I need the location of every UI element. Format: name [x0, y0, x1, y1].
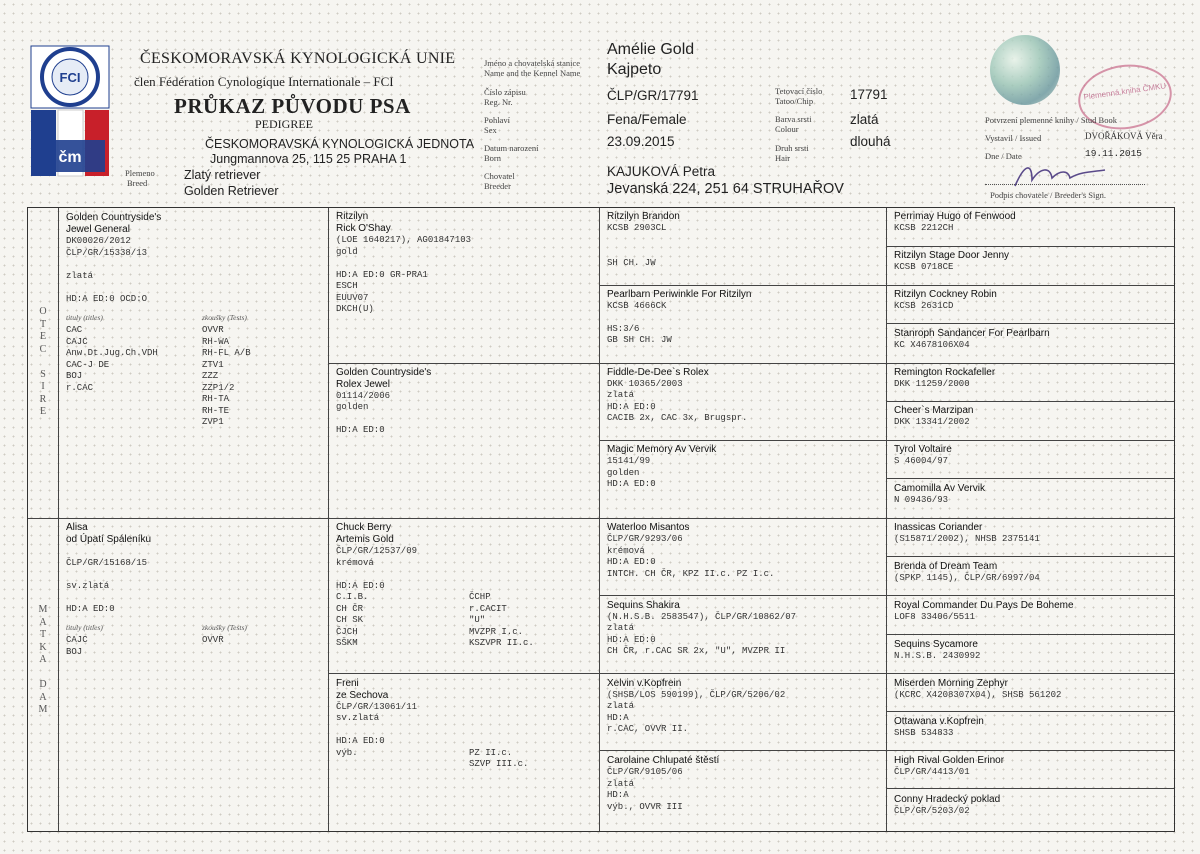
pedigree-line: [607, 312, 882, 324]
issued-date: 19.11.2015: [1085, 148, 1143, 159]
pedigree-line: HD:A: [607, 790, 629, 801]
sire-cell: [66, 212, 324, 514]
breed-label-en: Breed: [127, 178, 148, 188]
gen3-cell: [607, 367, 882, 440]
pedigree-line: ČLP/GR/5203/02: [894, 806, 970, 817]
gen4-cell: [894, 600, 1169, 634]
org-name: ČESKOMORAVSKÁ KYNOLOGICKÁ UNIE: [140, 50, 456, 67]
pedigree-line: KCSB 2212CH: [894, 223, 954, 233]
pedigree-line: [66, 546, 324, 558]
pedigree-line: Anw.Dt.Jug.Ch.VDH: [66, 348, 158, 358]
side-letter: K: [39, 641, 47, 653]
ancestor-name: Freni: [336, 677, 359, 689]
ancestor-name: Magic Memory Av Vervik: [607, 444, 717, 456]
gen4-cell: [894, 211, 1169, 245]
pedigree-line: [469, 546, 534, 558]
pedigree-line: KCSB 0718CE: [894, 261, 954, 272]
pedigree-line: HS:3/6: [607, 323, 640, 334]
pedigree-line: "U": [469, 615, 486, 625]
pedigree-line: HD:A ED:0 OCD:O: [66, 293, 148, 304]
pedigree-line: výb., OVVR III: [607, 801, 683, 812]
pedigree-line: HD:A: [607, 712, 629, 723]
gen4-cell: [894, 483, 1169, 517]
pedigree-line: ZZP1/2: [202, 382, 235, 393]
pedigree-line: S 46004/97: [894, 456, 949, 467]
ancestor-name: Tyrol Voltaire: [894, 444, 952, 456]
dam-name-2: od Úpatí Spáleníku: [66, 534, 152, 545]
pedigree-line: KCSB 4666CK: [607, 300, 667, 311]
pedigree-line: SHSB 534833: [894, 728, 954, 739]
pedigree-line: výb.: [336, 747, 358, 758]
pedigree-line: MVZPR I.c.: [469, 626, 524, 637]
dog-colour: zlatá: [850, 112, 879, 127]
svg-text:čm: čm: [58, 149, 82, 166]
pedigree-line: ZVP1: [202, 417, 224, 427]
pedigree-line: HD:A ED:0 GR-PRA1: [336, 269, 428, 280]
ancestor-name: Camomilla Av Vervik: [894, 483, 985, 495]
pedigree-line: HD:A ED:0: [607, 557, 656, 567]
breeder-label-cz: Chovatel: [484, 171, 515, 181]
date-label: Dne / Date: [985, 151, 1022, 161]
gen2-cell: [336, 211, 594, 362]
pedigree-line: r.CAC: [66, 382, 94, 393]
pedigree-line: [469, 702, 528, 714]
pedigree-line: zlatá: [607, 778, 635, 789]
pedigree-line: CAC-J DE: [66, 359, 110, 370]
ancestor-name: Miserden Morning Zephyr: [894, 677, 1008, 689]
ancestor-name-2: Rolex Jewel: [336, 378, 390, 390]
pedigree-line: HD:A ED:0: [607, 479, 656, 490]
pedigree-line: gold: [336, 246, 358, 257]
club-name: ČESKOMORAVSKÁ KYNOLOGICKÁ JEDNOTA: [205, 137, 475, 151]
side-letter: O: [39, 306, 47, 317]
pedigree-line: ČLP/GR/9293/06: [607, 534, 683, 544]
ancestor-name: Pearlbarn Periwinkle For Ritzilyn: [607, 288, 752, 300]
pedigree-line: HD:A ED:0: [336, 425, 385, 435]
pedigree-line: ČLP/GR/13061/11: [336, 701, 418, 712]
hair-label-cz: Druh srsti: [775, 143, 809, 153]
pedigree-line: ZZZ: [202, 371, 219, 381]
org-membership: člen Fédération Cynologique Internationale – FCI: [134, 74, 394, 89]
pedigree-line: ESCH: [336, 281, 358, 291]
pedigree-line: [469, 558, 534, 570]
dog-born: 23.09.2015: [607, 134, 675, 149]
gen4-cell: [894, 755, 1169, 789]
gen4-cell: [894, 367, 1169, 401]
pedigree-line: [607, 235, 882, 247]
gen4-cell: [894, 328, 1169, 362]
sign-label: Podpis chovatele / Breeder's Sign.: [990, 190, 1107, 200]
side-letter: I: [41, 381, 45, 392]
pedigree-line: ZTV1: [202, 359, 224, 370]
breeder-address: Jevanská 224, 251 64 STRUHAŘOV: [607, 181, 844, 197]
ancestor-name: Golden Countryside's: [336, 366, 432, 378]
pedigree-line: ČJCH: [336, 626, 358, 637]
breeder-label-en: Breeder: [484, 181, 511, 191]
gen4-cell: [894, 678, 1169, 712]
pedigree-line: krémová: [607, 545, 645, 556]
gen4-cell: [894, 561, 1169, 595]
pedigree-line: DK00026/2012: [66, 236, 131, 246]
ancestor-name: Inassicas Coriander: [894, 522, 983, 533]
sire-titles-label: tituly (titles): [66, 313, 103, 322]
pedigree-line: CACIB 2x, CAC 3x, Brugspr.: [607, 413, 748, 423]
pedigree-line: OVVR: [202, 325, 224, 335]
gen2-cell: [336, 678, 594, 829]
pedigree-line: RH-TA: [202, 394, 230, 404]
tattoo-label-cz: Tetovací číslo: [775, 86, 823, 96]
pedigree-line: KC X4678106X04: [894, 339, 970, 350]
gen2-cell: [336, 367, 594, 518]
pedigree-line: GB SH CH. JW: [607, 335, 672, 346]
breed-en: Golden Retriever: [184, 184, 279, 198]
side-letter: D: [39, 679, 47, 690]
pedigree-line: [336, 725, 594, 737]
name-label-en: Name and the Kennel Name: [484, 68, 581, 78]
gen4-cell: [894, 250, 1169, 284]
studbook-stamp: Plemenná kniha ČMKU: [1074, 59, 1176, 135]
side-letter: [37, 356, 49, 369]
dam-name: Alisa: [66, 522, 88, 533]
club-address: Jungmannova 25, 115 25 PRAHA 1: [210, 152, 407, 166]
gen4-cell: [894, 405, 1169, 439]
pedigree-line: 01114/2006: [336, 390, 391, 401]
side-letter: C: [39, 343, 47, 355]
pedigree-line: SH CH. JW: [607, 257, 656, 268]
ancestor-name: Sequins Sycamore: [894, 638, 978, 650]
pedigree-line: DKK 11259/2000: [894, 378, 970, 389]
pedigree-line: SŠKM: [336, 638, 358, 648]
side-letter: M: [38, 704, 48, 715]
side-letter: A: [39, 691, 47, 703]
ancestor-name-2: ze Sechova: [336, 689, 389, 701]
pedigree-line: KCSB 2903CL: [607, 223, 667, 233]
dog-sex: Fena/Female: [607, 112, 687, 127]
ancestor-name: Perrimay Hugo of Fenwood: [894, 211, 1016, 222]
ancestor-name: Ritzilyn: [336, 211, 369, 222]
name-label-cz: Jméno a chovatelská stanice: [484, 58, 581, 68]
ancestor-name: Brenda of Dream Team: [894, 560, 998, 572]
hair-label-en: Hair: [775, 153, 791, 163]
pedigree-line: CH ČR, r.CAC SR 2x, "U", MVZPR II: [607, 646, 786, 657]
pedigree-line: CAJC: [66, 635, 88, 645]
issued-by: DVOŘÁKOVÁ Věra: [1085, 131, 1163, 141]
pedigree-line: HD:A ED:0: [607, 634, 656, 645]
pedigree-line: [469, 736, 528, 748]
reg-label-en: Reg. Nr.: [484, 97, 513, 107]
ancestor-name: High Rival Golden Erinor: [894, 755, 1005, 767]
ancestor-name: Chuck Berry: [336, 522, 392, 533]
pedigree-line: RH-TE: [202, 405, 230, 416]
pedigree-grid: [27, 207, 1175, 832]
ancestor-name-2: Artemis Gold: [336, 534, 394, 545]
pedigree-line: krémová: [336, 557, 374, 568]
pedigree-line: CH ČR: [336, 603, 364, 614]
signature-icon: [1010, 158, 1110, 194]
pedigree-line: [336, 258, 594, 270]
pedigree-line: [66, 282, 324, 294]
pedigree-line: DKK 10365/2003: [607, 378, 683, 389]
pedigree-line: (KCRC X4208307X04), SHSB 561202: [894, 689, 1062, 700]
pedigree-line: ČLP/GR/15168/15: [66, 557, 148, 568]
pedigree-line: OVVR: [202, 635, 224, 645]
gen3-cell: [607, 678, 882, 751]
ancestor-name: Waterloo Misantos: [607, 522, 690, 533]
gen3-cell: [607, 289, 882, 362]
pedigree-line: INTCH. CH ČR, KPZ II.c. PZ I.c.: [607, 568, 775, 579]
pedigree-line: zlatá: [607, 623, 635, 634]
sire-name-2: Jewel General: [66, 224, 130, 235]
gen4-cell: [894, 522, 1169, 556]
pedigree-line: BOJ: [66, 371, 83, 381]
side-letter: E: [39, 331, 47, 342]
side-letter: A: [39, 616, 47, 628]
dog-reg-no: ČLP/GR/17791: [607, 88, 699, 103]
pedigree-line: [469, 713, 528, 725]
doc-title: PRŮKAZ PŮVODU PSA: [174, 94, 411, 118]
pedigree-line: KSZVPR II.c.: [469, 638, 534, 648]
pedigree-line: [469, 581, 534, 593]
pedigree-line: zlatá: [607, 390, 635, 400]
sire-tests-label: zkoušky (Tests): [202, 313, 247, 322]
ancestor-name: Stanroph Sandancer For Pearlbarn: [894, 327, 1050, 339]
pedigree-line: HD:A ED:0: [607, 401, 656, 412]
side-letter: T: [39, 318, 47, 330]
issued-label: Vystavil / Issued: [985, 133, 1042, 143]
dog-hair: dlouhá: [850, 134, 891, 149]
ancestor-name: Carolaine Chlupaté štěstí: [607, 755, 720, 767]
pedigree-line: ČLP/GR/15338/13: [66, 247, 148, 258]
pedigree-line: ČCHP: [469, 592, 491, 602]
pedigree-line: r.CACIT: [469, 603, 507, 614]
pedigree-line: 15141/99: [607, 456, 651, 467]
sire-name: Golden Countryside's: [66, 212, 162, 223]
ancestor-name: Xelvin v.Kopfrein: [607, 677, 682, 689]
gen3-cell: [607, 444, 882, 517]
pedigree-line: [607, 246, 882, 258]
ancestor-name: Cheer`s Marzipan: [894, 405, 974, 417]
ancestor-name-2: Rick O'Shay: [336, 223, 391, 234]
pedigree-line: golden: [336, 402, 369, 412]
side-letter: A: [39, 654, 47, 665]
sire-side-label: [37, 306, 49, 419]
pedigree-line: ČLP/GR/12537/09: [336, 546, 418, 556]
pedigree-line: SZVP III.c.: [469, 759, 529, 769]
pedigree-line: CAJC: [66, 336, 88, 347]
pedigree-line: BOJ: [66, 646, 83, 657]
tattoo-label-en: Tatoo/Chip: [775, 96, 814, 106]
dam-side-label: [37, 604, 49, 717]
pedigree-line: [66, 259, 324, 271]
gen3-cell: [607, 211, 882, 284]
breed-cz: Zlatý retriever: [184, 168, 261, 182]
breeder-name: KAJUKOVÁ Petra: [607, 164, 716, 179]
pedigree-line: golden: [607, 467, 640, 478]
pedigree-line: [336, 569, 594, 581]
pedigree-line: zlatá: [607, 701, 635, 711]
pedigree-line: [469, 725, 528, 737]
pedigree-line: DKK 13341/2002: [894, 417, 970, 428]
gen4-cell: [894, 639, 1169, 673]
ancestor-name: Ritzilyn Stage Door Jenny: [894, 249, 1010, 261]
gen4-cell: [894, 794, 1169, 828]
gen2-cell: [336, 522, 594, 673]
colour-label-cz: Barva srsti: [775, 114, 812, 124]
pedigree-line: ČLP/GR/4413/01: [894, 767, 970, 778]
ancestor-name: Remington Rockafeller: [894, 366, 996, 378]
pedigree-line: sv.zlatá: [336, 713, 380, 723]
pedigree-line: (SHSB/LOS 590199), ČLP/GR/5206/02: [607, 689, 786, 700]
ancestor-name: Conny Hradecký poklad: [894, 794, 1001, 806]
pedigree-line: zlatá: [66, 270, 94, 281]
pedigree-line: (S15871/2002), NHSB 2375141: [894, 534, 1040, 544]
ancestor-name: Ottawana v.Kopfrein: [894, 716, 984, 728]
pedigree-line: [336, 414, 594, 426]
colour-label-en: Colour: [775, 124, 799, 134]
pedigree-line: N 09436/93: [894, 495, 949, 506]
pedigree-line: (SPKP 1145), ČLP/GR/6997/04: [894, 572, 1040, 583]
svg-text:FCI: FCI: [59, 70, 81, 85]
pedigree-line: LOF8 33406/5511: [894, 611, 976, 622]
gen4-cell: [894, 716, 1169, 750]
dog-kennel: Kajpeto: [607, 61, 662, 78]
pedigree-line: CH SK: [336, 615, 364, 625]
pedigree-line: CAC: [66, 325, 83, 335]
dam-tests-label: zkoušky (Tests): [202, 623, 247, 632]
sex-label-cz: Pohlaví: [484, 115, 510, 125]
pedigree-line: HD:A ED:0: [336, 736, 385, 746]
ancestor-name: Ritzilyn Brandon: [607, 211, 680, 222]
gen4-cell: [894, 289, 1169, 323]
pedigree-line: EUUV07: [336, 292, 369, 303]
ancestor-name: Royal Commander Du Pays De Boheme: [894, 599, 1074, 611]
pedigree-line: RH-WA: [202, 336, 230, 347]
pedigree-line: N.H.S.B. 2430992: [894, 650, 981, 661]
ancestor-name: Ritzilyn Cockney Robin: [894, 288, 997, 300]
reg-label-cz: Číslo zápisu: [484, 87, 526, 97]
fci-cmku-logo-icon: [29, 44, 111, 184]
dam-titles-label: tituly (titles): [66, 623, 103, 632]
ancestor-name: Fiddle-De-Dee`s Rolex: [607, 366, 709, 378]
gen3-cell: [607, 755, 882, 828]
gen3-cell: [607, 522, 882, 595]
side-letter: E: [39, 406, 47, 417]
dog-name: Amélie Gold: [607, 41, 695, 58]
side-letter: M: [38, 604, 48, 615]
breed-label-cz: Plemeno: [125, 168, 155, 178]
pedigree-line: PZ II.c.: [469, 747, 513, 758]
studbook-confirm-label: Potvrzení plemenné knihy / Stud Book: [985, 115, 1117, 125]
born-label-cz: Datum narození: [484, 143, 539, 153]
pedigree-line: DKCH(U): [336, 304, 374, 314]
born-label-en: Born: [484, 153, 501, 163]
pedigree-line: ČLP/GR/9105/06: [607, 767, 683, 778]
dog-tattoo: 17791: [850, 87, 888, 102]
ancestor-name: Sequins Shakira: [607, 599, 680, 611]
pedigree-line: r.CAC, OVVR II.: [607, 724, 689, 734]
side-letter: S: [40, 368, 46, 380]
pedigree-line: RH-FL A/B: [202, 348, 251, 358]
pedigree-line: [66, 569, 324, 581]
gen4-cell: [894, 444, 1169, 478]
pedigree-line: HD:A ED:0: [66, 603, 115, 614]
doc-subtitle: PEDIGREE: [255, 117, 313, 131]
pedigree-line: (N.H.S.B. 2583547), ČLP/GR/10862/07: [607, 611, 797, 622]
gen3-cell: [607, 600, 882, 673]
side-letter: T: [39, 629, 47, 640]
pedigree-line: [469, 569, 534, 581]
side-letter: R: [39, 393, 47, 405]
hologram-icon: [990, 35, 1060, 105]
side-letter: [37, 667, 49, 680]
dam-cell: [66, 522, 324, 827]
pedigree-line: KCSB 2631CD: [894, 300, 954, 311]
pedigree-line: [66, 592, 324, 604]
sex-label-en: Sex: [484, 125, 497, 135]
pedigree-line: sv.zlatá: [66, 580, 110, 591]
pedigree-line: (LOE 1640217), AG01847103: [336, 235, 472, 245]
pedigree-line: HD:A ED:0: [336, 580, 385, 591]
pedigree-line: C.I.B.: [336, 592, 369, 602]
